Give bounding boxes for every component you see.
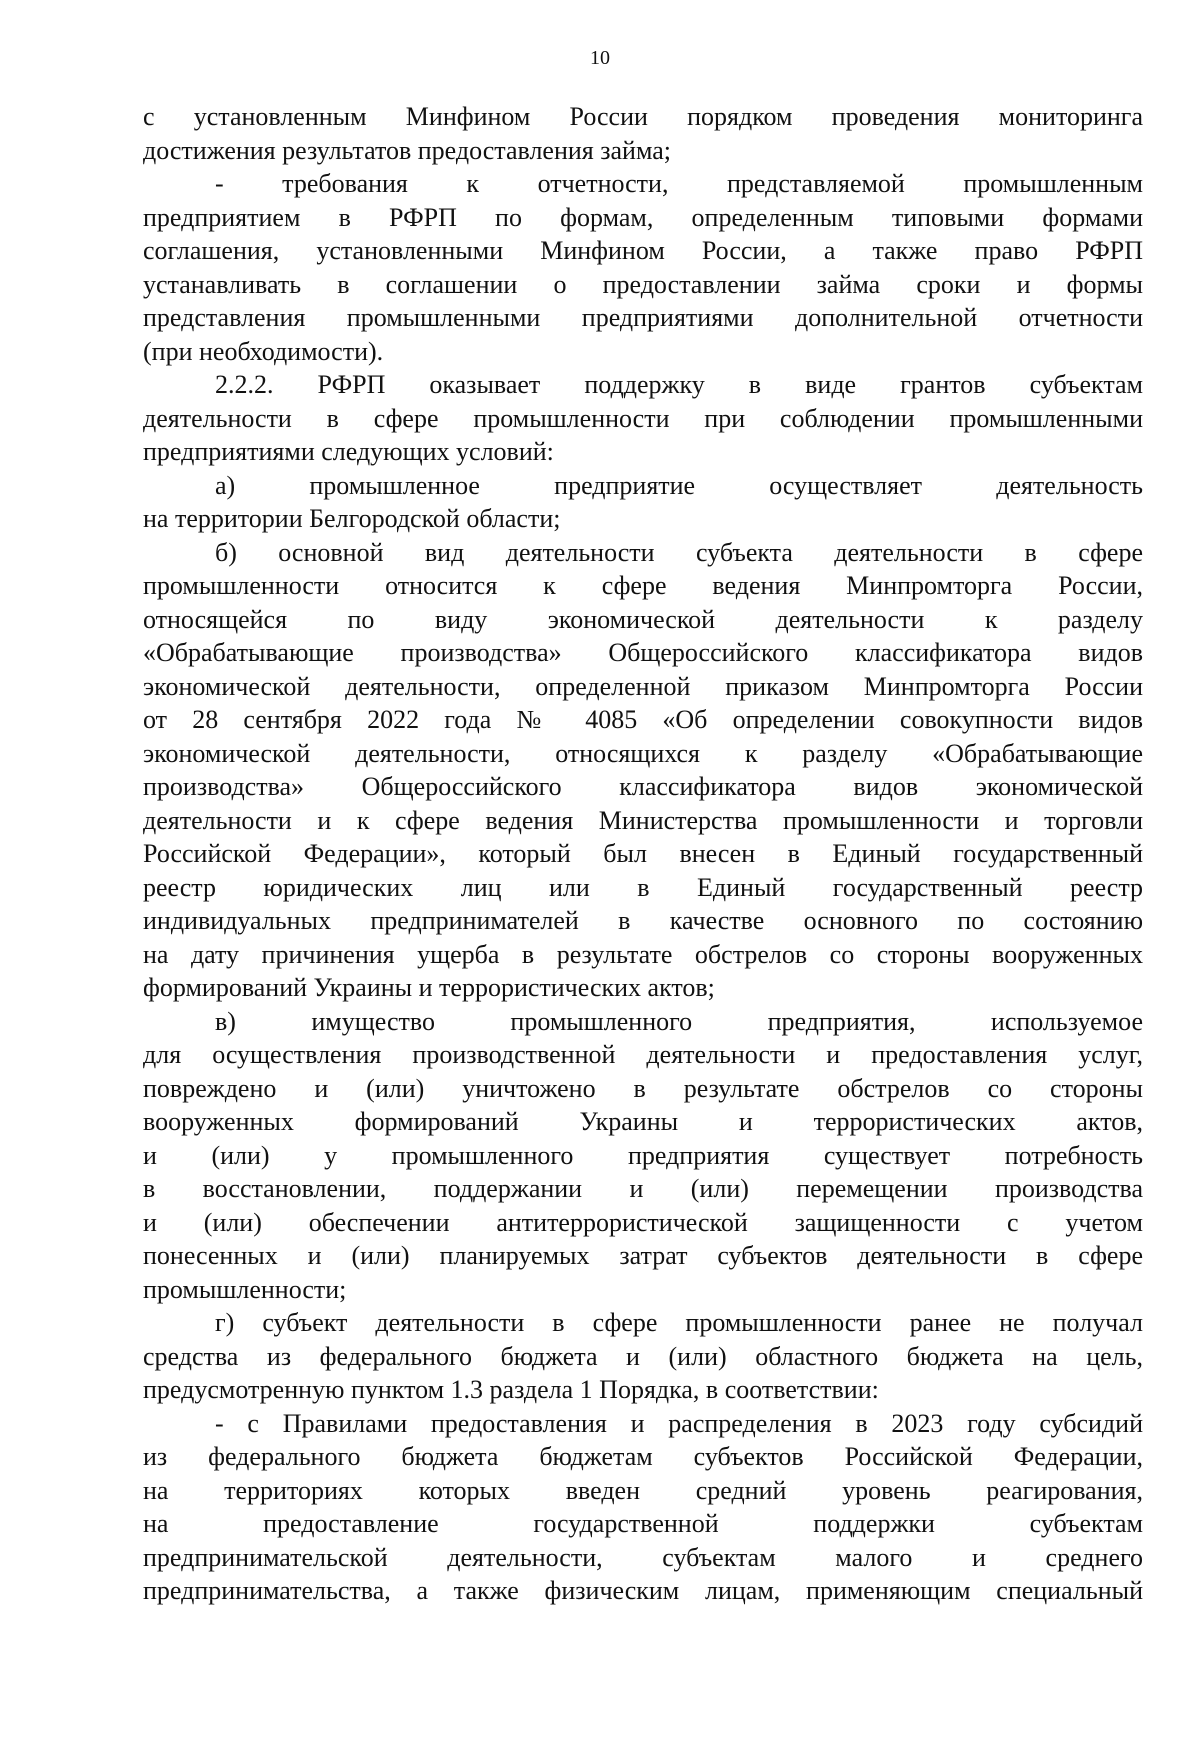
text-line: соглашения, установленными Минфином России, а также право РФРП: [143, 236, 1143, 265]
text-line: Российской Федерации», который был внесен в Единый государственный: [143, 839, 1143, 868]
text-line: в) имущество промышленного предприятия, используемое: [215, 1006, 1143, 1036]
text-line: устанавливать в соглашении о предоставлении займа сроки и формы: [143, 269, 1143, 299]
text-line: формирований Украины и террористических актов;: [143, 973, 715, 1002]
text-line: из федерального бюджета бюджетам субъектов Российской Федерации,: [143, 1442, 1143, 1471]
text-line: деятельности в сфере промышленности при соблюдении промышленными: [143, 403, 1143, 433]
text-line: - требования к отчетности, представляемой промышленным: [215, 169, 1143, 198]
text-line: б) основной вид деятельности субъекта деятельности в сфере: [215, 537, 1143, 567]
text-line: на дату причинения ущерба в результате обстрелов со стороны вооруженных: [143, 939, 1143, 969]
text-line: производства» Общероссийского классификатора видов экономической: [143, 772, 1143, 801]
document-body: [143, 100, 1143, 1608]
text-line: реестр юридических лиц или в Единый государственный реестр: [143, 872, 1143, 902]
text-line: достижения результатов предоставления займа;: [143, 135, 672, 165]
text-line: промышленности;: [143, 1274, 347, 1304]
text-line: и (или) обеспечении антитеррористической защищенности с учетом: [143, 1207, 1143, 1237]
text-line: на территориях которых введен средний уровень реагирования,: [143, 1475, 1143, 1505]
text-line: средства из федерального бюджета и (или) областного бюджета на цель,: [143, 1341, 1143, 1371]
text-line: на предоставление государственной поддержки субъектам: [143, 1509, 1143, 1538]
text-line: в восстановлении, поддержании и (или) перемещении производства: [143, 1174, 1143, 1203]
text-line: предпринимательства, а также физическим лицам, применяющим специальный: [143, 1576, 1143, 1605]
text-line: и (или) у промышленного предприятия существует потребность: [143, 1140, 1143, 1170]
text-line: на территории Белгородской области;: [143, 504, 561, 533]
text-line: повреждено и (или) уничтожено в результате обстрелов со стороны: [143, 1073, 1143, 1103]
text-line: экономической деятельности, относящихся к разделу «Обрабатывающие: [143, 738, 1143, 768]
text-line: (при необходимости).: [143, 336, 384, 366]
text-line: представления промышленными предприятиями дополнительной отчетности: [143, 303, 1143, 332]
text-line: а) промышленное предприятие осуществляет деятельность: [215, 470, 1143, 500]
text-line: 2.2.2. РФРП оказывает поддержку в виде грантов субъектам: [215, 370, 1143, 399]
text-line: деятельности и к сфере ведения Министерства промышленности и торговли: [143, 805, 1143, 835]
text-line: относящейся по виду экономической деятельности к разделу: [143, 604, 1143, 634]
text-line: промышленности относится к сфере ведения Минпромторга России,: [143, 571, 1143, 600]
text-line: «Обрабатывающие производства» Общероссийского классификатора видов: [143, 638, 1143, 667]
text-line: предприятием в РФРП по формам, определенным типовыми формами: [143, 202, 1143, 232]
text-line: с установленным Минфином России порядком проведения мониторинга: [143, 102, 1143, 131]
text-line: г) субъект деятельности в сфере промышленности ранее не получал: [215, 1308, 1143, 1337]
text-line: понесенных и (или) планируемых затрат субъектов деятельности в сфере: [143, 1241, 1143, 1270]
text-line: экономической деятельности, определенной приказом Минпромторга России: [143, 671, 1143, 701]
text-line: для осуществления производственной деятельности и предоставления услуг,: [143, 1040, 1143, 1069]
text-line: предприятиями следующих условий:: [143, 437, 554, 466]
text-line: от 28 сентября 2022 года № 4085 «Об определении совокупности видов: [143, 705, 1143, 734]
text-line: предпринимательской деятельности, субъектам малого и среднего: [143, 1542, 1143, 1572]
text-line: вооруженных формирований Украины и террористических актов,: [143, 1107, 1143, 1136]
text-line: предусмотренную пунктом 1.3 раздела 1 Порядка, в соответствии:: [143, 1375, 879, 1404]
text-line: индивидуальных предпринимателей в качестве основного по состоянию: [143, 906, 1143, 935]
text-line: - с Правилами предоставления и распределения в 2023 году субсидий: [215, 1408, 1143, 1438]
page-number: 10: [590, 47, 610, 69]
